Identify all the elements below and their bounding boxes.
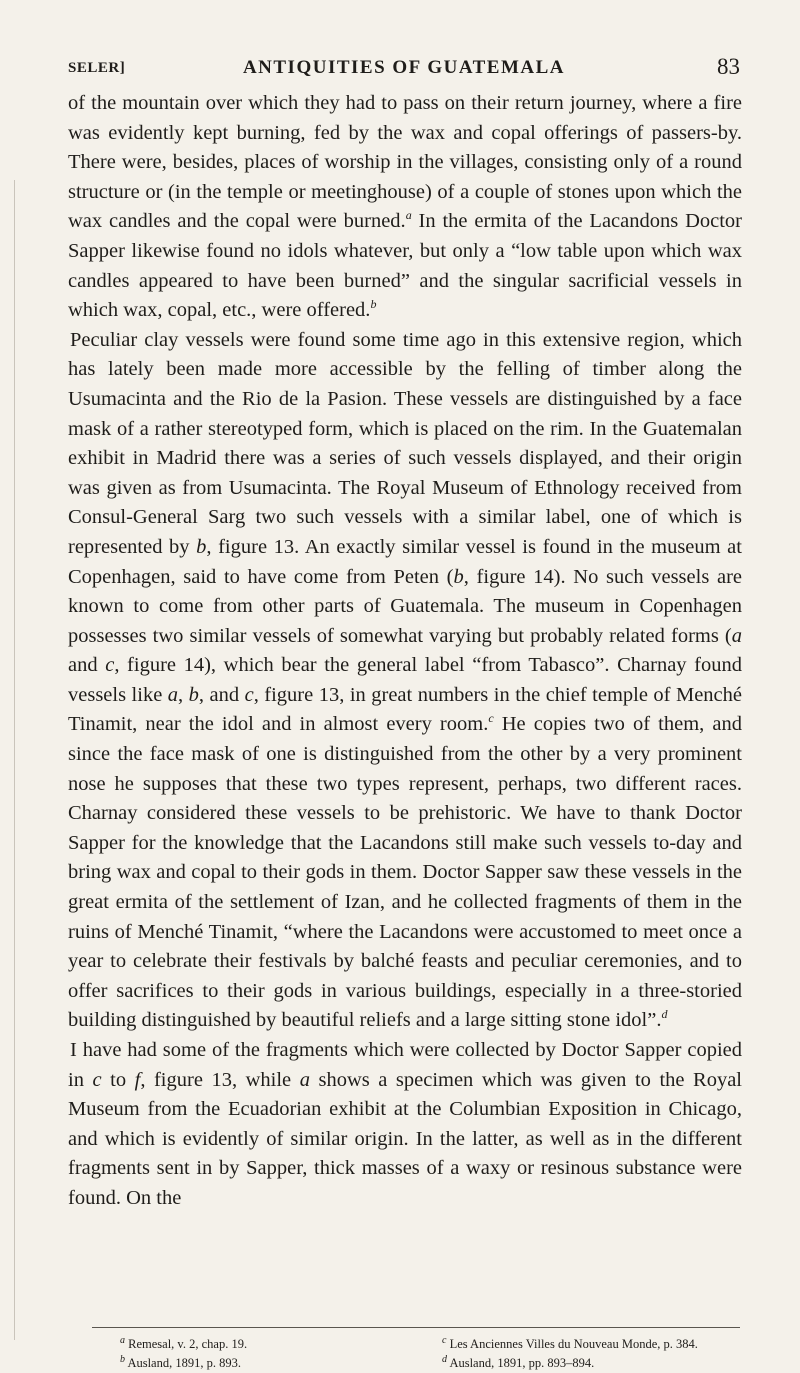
figure-letter: a	[167, 683, 179, 706]
text-run: , figure 14). No such vessels are known to come from other parts of Guatemala. The museum in Copenhagen possesses two similar vessels of somewhat varying but probably related forms (	[68, 565, 742, 647]
footnote-text: Ausland, 1891, pp. 893–894.	[449, 1356, 595, 1370]
footnote-c	[442, 1335, 742, 1354]
text-run: and	[68, 654, 106, 677]
footnote-a	[120, 1335, 420, 1354]
page-title: ANTIQUITIES OF GUATEMALA	[242, 57, 566, 78]
footnote-d	[442, 1354, 742, 1373]
page-edge-shadow	[14, 180, 15, 1340]
figure-letter: b	[453, 565, 464, 588]
author-running-head: SELER]	[68, 60, 126, 76]
paragraph	[68, 1036, 742, 1214]
text-run: Peculiar clay vessels were found some time ago in this extensive region, which has lately been made more accessible by the felling of timber along the Usumacinta and the Rio de la Pasion. These vessels are distinguished by a face mask of a rather stereotyped form, which is placed on the rim. In the Guatemalan exhibit in Madrid there was a series of such vessels displayed, and their origin was given as from Usumacinta. The Royal Museum of Ethnology received from Consul-General Sarg two such vessels with a similar label, one of which is represented by	[68, 328, 742, 558]
running-head	[68, 52, 740, 86]
figure-letter: c	[105, 654, 115, 677]
figure-letter: a	[299, 1068, 310, 1091]
footnote-b	[120, 1354, 420, 1373]
text-run: I have had some of the fragments which were collected by Doctor Sapper copied in	[68, 1039, 742, 1091]
text-run: to	[101, 1068, 135, 1091]
footnote-marker: b	[120, 1353, 125, 1365]
figure-letter: c	[244, 683, 254, 706]
text-run: ,	[178, 683, 189, 706]
footnote-text: Remesal, v. 2, chap. 19.	[128, 1337, 248, 1351]
text-run: , figure 13. An exactly similar vessel is found in the museum at Copenhagen, said to have come from Peten (	[68, 535, 742, 588]
footnote-marker: d	[442, 1353, 447, 1365]
figure-letter: b	[196, 535, 207, 558]
footnote-text: Ausland, 1891, p. 893.	[127, 1356, 241, 1370]
text-run: shows a specimen which was given to the Royal Museum from the Ecuadorian exhibit at the Columbian Exposition in Chicago, and which is evidently of similar origin. In the latter, as well as in the different fragments sent in by Sapper, thick masses of a waxy or resinous substance were found. On the	[68, 1068, 742, 1209]
figure-letter: b	[188, 683, 199, 706]
footnote-marker: a	[120, 1334, 125, 1346]
footnotes-left-column	[120, 1335, 420, 1373]
footnote-ref: b	[370, 297, 377, 312]
text-run: , figure 13, in great numbers in the chief temple of Menché Tinamit, near the idol and in almost every room.	[68, 683, 742, 736]
text-run: , figure 14), which bear the general label “from Tabasco”. Charnay found vessels like	[68, 654, 742, 706]
text-run: , and	[198, 683, 245, 706]
page-number: 83	[717, 54, 740, 79]
paragraph	[68, 89, 742, 326]
figure-letter: a	[731, 624, 742, 647]
text-run: In the ermita of the Lacandons Doctor Sapper likewise found no idols whatever, but only a “low table upon which wax candles appeared to have been burned” and the singular sacrificial vessels in which wax, copal, etc., were offered.	[68, 210, 743, 322]
footnote-ref: c	[488, 711, 494, 726]
footnote-marker: c	[442, 1334, 447, 1346]
footnote-ref: a	[405, 208, 412, 223]
footnote-ref: d	[661, 1007, 668, 1022]
footnote-text: Les Anciennes Villes du Nouveau Monde, p. 384.	[449, 1337, 698, 1351]
footnote-rule	[92, 1327, 740, 1328]
figure-letter: c	[92, 1068, 102, 1091]
footnotes-right-column	[442, 1335, 742, 1373]
text-run: of the mountain over which they had to pass on their return journey, where a fire was evidently kept burning, fed by the wax and copal offerings of passers-by. There were, besides, places of worship in the villages, consisting only of a round structure or (in the temple or meetinghouse) of a couple of stones upon which the wax candles and the copal were burned.	[68, 92, 742, 233]
body-text	[68, 89, 742, 1214]
text-run: He copies two of them, and since the face mask of one is distinguished from the other by a very prominent nose he supposes that these two types represent, perhaps, two different races. Charnay considered these vessels to be prehistoric. We have to thank Doctor Sapper for the knowledge that the Lacandons still make such vessels to-day and bring wax and copal to their gods in them. Doctor Sapper saw these vessels in the great ermita of the settlement of Izan, and he collected fragments of them in the ruins of Menché Tinamit, “where the Lacandons were accustomed to meet once a year to celebrate their festivals by balché feasts and peculiar ceremonies, and to offer sacrifices to their gods in various buildings, especially in a three-storied building distinguished by beautiful reliefs and a large sitting stone idol”.	[68, 713, 742, 1032]
figure-letter: f	[134, 1068, 141, 1091]
text-run: , figure 13, while	[140, 1068, 300, 1091]
paragraph	[68, 326, 742, 1036]
